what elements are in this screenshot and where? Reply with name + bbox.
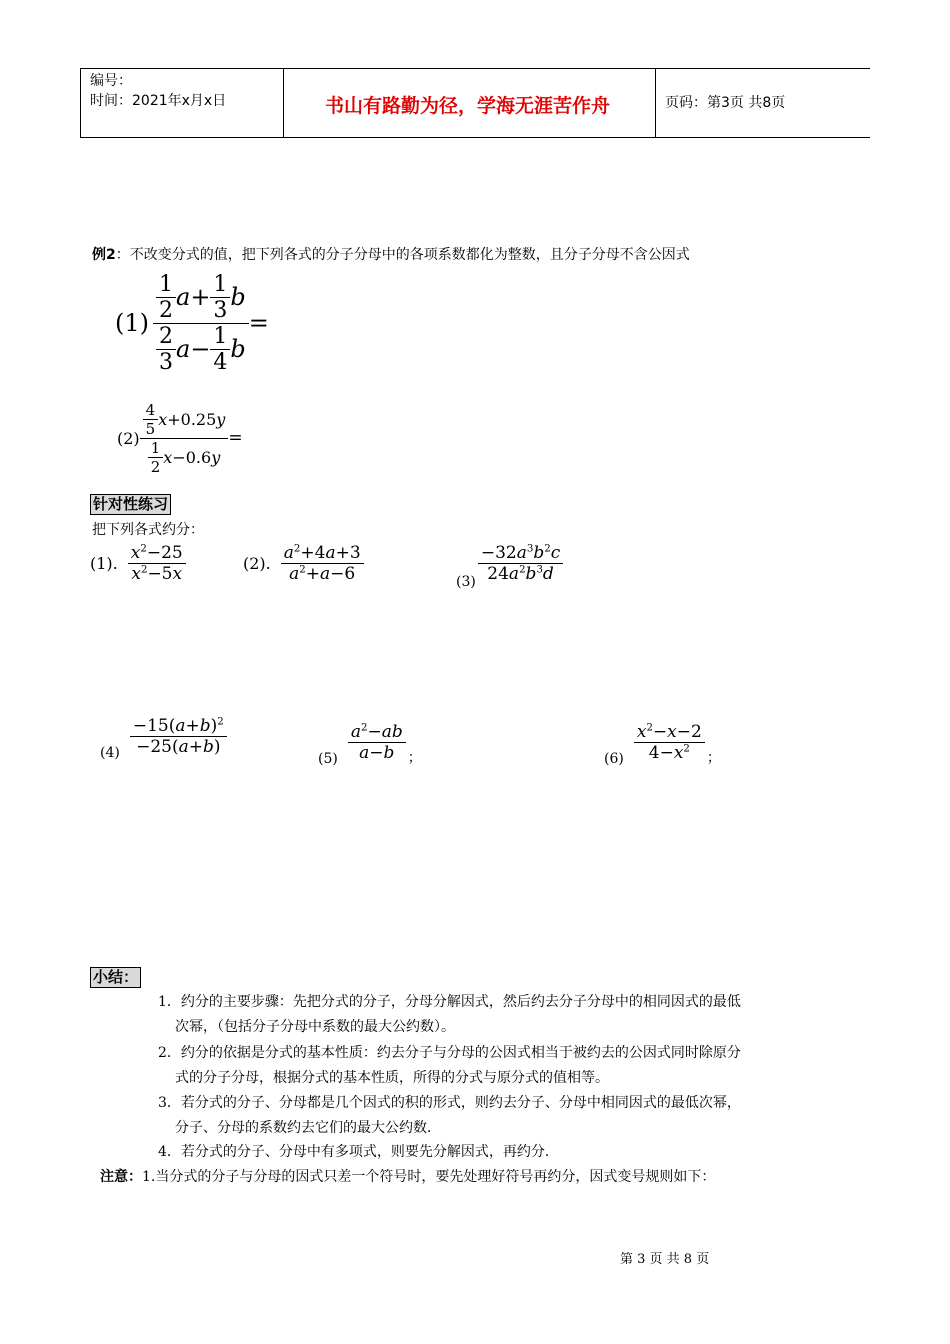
fraction: $\frac{x^2-x-2}{4-x^2}$ bbox=[634, 722, 705, 763]
summary-item-2-cont: 式的分子分母，根据分式的基本性质，所得的分式与原分式的值相等。 bbox=[175, 1070, 609, 1086]
equals-sign: = bbox=[228, 428, 243, 448]
summary-item-1-cont: 次幂，（包括分子分母中系数的最大公约数）。 bbox=[175, 1019, 455, 1035]
fraction: $\frac{-32a^3b^2c}{24a^2b^3d}$ bbox=[478, 543, 563, 584]
fraction: $\frac{a^2+4a+3}{a^2+a-6}$ bbox=[281, 543, 364, 584]
fraction: $\frac{x^2-25}{x^2-5x}$ bbox=[128, 543, 186, 584]
header-page-label: 页码：第3页 共8页 bbox=[665, 95, 786, 111]
example-2-label: 例2 bbox=[92, 247, 116, 263]
header-date-label: 时间：2021年x月x日 bbox=[90, 93, 227, 109]
question-label: (3) bbox=[456, 574, 476, 590]
summary-item-3: 3．若分式的分子、分母都是几个因式的积的形式，则约去分子、分母中相同因式的最低次幂， bbox=[158, 1095, 741, 1111]
summary-item-3-cont: 分子、分母的系数约去它们的最大公约数． bbox=[175, 1120, 441, 1136]
question-label: (2). bbox=[243, 554, 271, 573]
note bbox=[100, 1167, 715, 1187]
example-2-text: 例2：不改变分式的值，把下列各式的分子分母中的各项系数都化为整数，且分子分母不含公因式 bbox=[92, 247, 690, 263]
header-number-label: 编号： bbox=[90, 73, 132, 89]
question-label: (2) bbox=[117, 428, 140, 448]
question-label: (1) bbox=[115, 309, 149, 337]
note-text: 1.当分式的分子与分母的因式只差一个符号时，要先处理好符号再约分，因式变号规则如下： bbox=[142, 1169, 716, 1185]
practice-title: 针对性练习 bbox=[90, 494, 171, 515]
practice-item-1 bbox=[90, 543, 186, 584]
header-divider bbox=[80, 69, 81, 137]
example-2-question-2 bbox=[117, 392, 243, 484]
question-label: (4) bbox=[100, 745, 120, 761]
semicolon: ； bbox=[407, 750, 422, 766]
header-divider bbox=[655, 69, 656, 137]
complex-fraction: $\frac{1}{2}$ a + $\frac{1}{3}$ b $\frac{2}{3}$ a − $\frac{1}{4}$ b bbox=[153, 272, 249, 375]
practice-item-2 bbox=[243, 543, 364, 584]
practice-instruction: 把下列各式约分： bbox=[92, 522, 204, 538]
practice-item-3 bbox=[456, 543, 563, 590]
example-2-question-1 bbox=[115, 268, 269, 378]
practice-item-5 bbox=[318, 722, 422, 767]
question-label: (6) bbox=[604, 751, 624, 767]
semicolon: ； bbox=[706, 750, 721, 766]
header-table bbox=[80, 68, 870, 138]
footer-page-number: 第 3 页 共 8 页 bbox=[620, 1252, 710, 1267]
complex-fraction: $\frac{4}{5}$ x +0.25 y $\frac{1}{2}$ x −0.6 y bbox=[140, 401, 229, 476]
practice-item-6 bbox=[604, 722, 721, 767]
summary-title: 小结： bbox=[90, 967, 141, 988]
header-motto: 书山有路勤为径，学海无涯苦作舟 bbox=[324, 95, 610, 117]
fraction: $\frac{-15(a+b)^2}{-25(a+b)}$ bbox=[130, 716, 227, 757]
summary-item-2: 2．约分的依据是分式的基本性质：约去分子与分母的公因式相当于被约去的公因式同时除原分 bbox=[158, 1045, 741, 1061]
question-label: (5) bbox=[318, 751, 338, 767]
practice-item-4 bbox=[100, 716, 227, 761]
question-label: (1). bbox=[90, 554, 118, 573]
summary-item-1: 1．约分的主要步骤：先把分式的分子，分母分解因式，然后约去分子分母中的相同因式的最低 bbox=[158, 994, 741, 1010]
example-2-instruction: 不改变分式的值，把下列各式的分子分母中的各项系数都化为整数，且分子分母不含公因式 bbox=[129, 247, 690, 263]
equals-sign: = bbox=[248, 309, 269, 337]
fraction: $\frac{a^2-ab}{a-b}$ bbox=[348, 722, 406, 763]
summary-item-4: 4．若分式的分子、分母中有多项式，则要先分解因式，再约分． bbox=[158, 1144, 559, 1160]
note-label: 注意： bbox=[100, 1169, 142, 1185]
